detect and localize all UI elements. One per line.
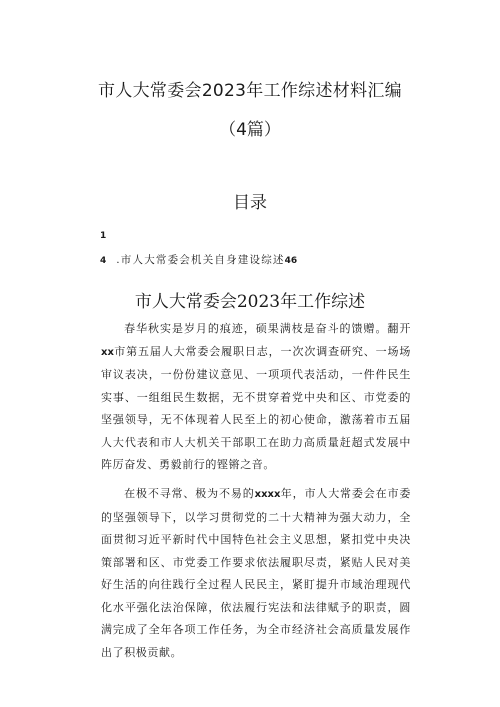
toc-number: 1	[100, 231, 107, 241]
document-title: 市人大常委会2023年工作综述材料汇编	[98, 81, 402, 101]
document-subtitle: （4篇）	[219, 120, 281, 140]
toc-entry[interactable]	[100, 252, 297, 267]
section-title: 市人大常委会2023年工作综述	[134, 292, 366, 312]
toc-entry-text: .市人大常委会机关自身建设综述	[116, 254, 285, 266]
toc-entry-number: 4	[100, 256, 107, 266]
toc-entry-page: 46	[284, 256, 298, 266]
toc-heading: 目录	[233, 193, 267, 213]
paragraph-2: 在极不寻常、极为不易的xxxx年，市人大常委会在市委的坚强领导下，以学习贯彻党的二十大精神为强大动力，全面贯彻习近平新时代中国特色社会主义思想，紧扣党中央决策部署和区、市党委工作要求依法履职尽责，紧贴人民对美好生活的向往践行全过程人民民主，紧盯提升市域治理现代化水平强化法治保障，依法履行宪法和法律赋予的职责，圆满完成了全年各项工作任务，为全市经济社会高质量发展作出了积极贡献。	[101, 487, 411, 659]
paragraph-1: 春华秋实是岁月的痕迹，硕果满枝是奋斗的馈赠。翻开xx市第五届人大常委会履职日志，一次次调查研究、一场场审议表决，一份份建议意见、一项项代表活动，一件件民生实事、一组组民生数据，无不贯穿着党中央和区、市党委的坚强领导，无不体现着人民至上的初心使命，激荡着市五届人大代表和市人大机关干部职工在助力高质量赶超式发展中阵厉奋发、勇毅前行的铿锵之音。	[101, 322, 411, 471]
